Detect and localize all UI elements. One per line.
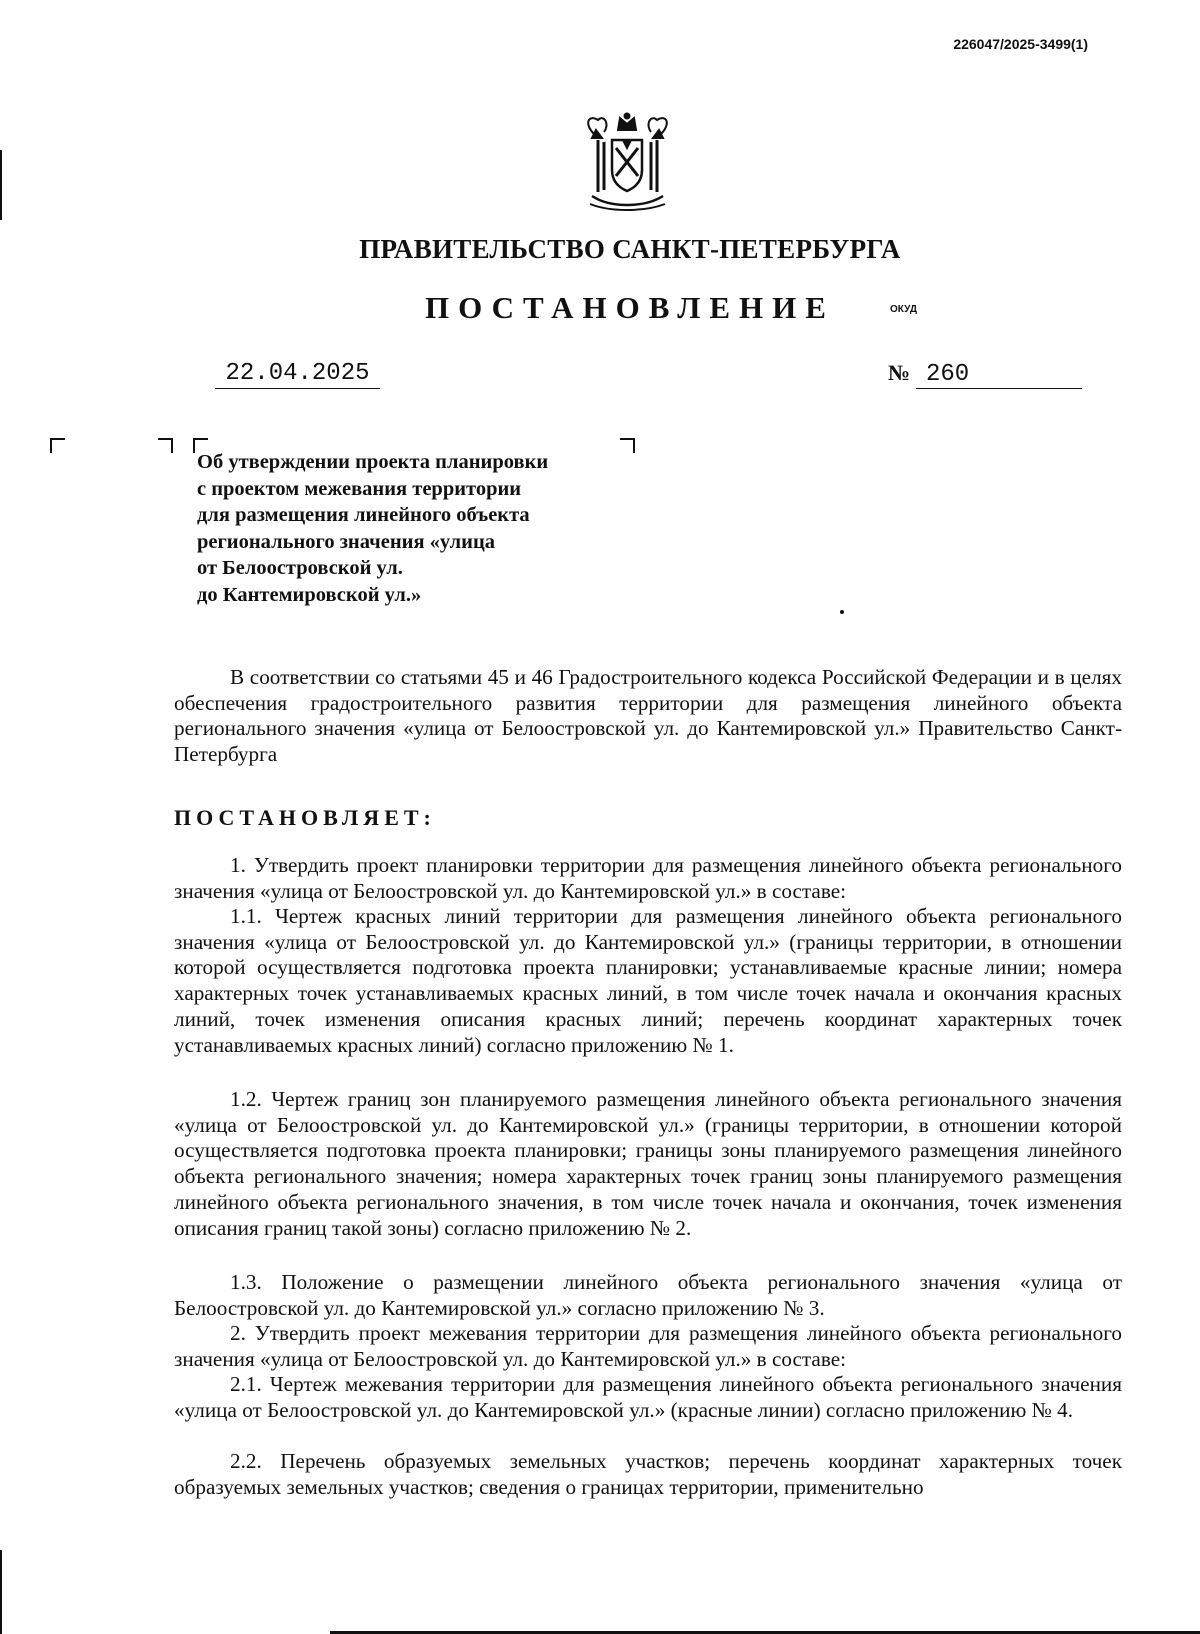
- number-value: 260: [916, 361, 1082, 389]
- item-2-paragraph: 2. Утвердить проект межевания территории для размещения линейного объекта регионального значения «улица от Белоостровской ул. до Кантемировской ул.» в составе:: [174, 1321, 1122, 1371]
- document-date: 22.04.2025: [215, 360, 380, 389]
- item-2-1-paragraph: 2.1. Чертеж межевания территории для размещения линейного объекта регионального значения «улица от Белоостровской ул. до Кантемировской ул.» (красные линии) согласно приложению № 4.: [174, 1372, 1122, 1422]
- government-title: ПРАВИТЕЛЬСТВО САНКТ-ПЕТЕРБУРГА: [359, 234, 901, 264]
- item-2-2-paragraph: 2.2. Перечень образуемых земельных участков; перечень координат характерных точек образуемых земельных участков; сведения о границах территории, применительно: [174, 1449, 1122, 1499]
- subject-line: от Белоостровской ул.: [197, 557, 403, 579]
- item-1-paragraph: 1. Утвердить проект планировки территории для размещения линейного объекта регионального значения «улица от Белоостровской ул. до Кантемировской ул.» в составе:: [174, 853, 1122, 903]
- scan-dot: [840, 610, 844, 614]
- item-1-1-paragraph: 1.1. Чертеж красных линий территории для размещения линейного объекта регионального значения «улица от Белоостровской ул. до Кантемировской ул.» (границы территории, в отношении которой осуществляется подготовка проекта планировки; устанавливаемые красные линии; номера характерных точек устанавливаемых красных линий, в том числе точек начала и окончания красных линий, точек изменения описания красных линий; перечень координат характерных точек устанавливаемых красных линий) согласно приложению № 1.: [174, 904, 1122, 1057]
- document-type-title: ПОСТАНОВЛЕНИЕ: [425, 290, 835, 325]
- okud-label: ОКУД: [890, 304, 917, 315]
- subject-line: Об утверждении проекта планировки: [197, 451, 549, 473]
- number-sign: №: [888, 360, 911, 385]
- subject-line: для размещения линейного объекта: [197, 504, 530, 526]
- scan-edge-left-bottom: [0, 1550, 2, 1634]
- document-number: [888, 360, 1084, 389]
- preamble-paragraph: В соответствии со статьями 45 и 46 Градостроительного кодекса Российской Федерации и в целях обеспечения градостроительного развития территории для размещения линейного объекта регионального значения «улица от Белоостровской ул. до Кантемировской ул.» Правительство Санкт-Петербурга: [174, 665, 1122, 767]
- document-subject: [197, 449, 637, 608]
- scan-edge-left-top: [0, 150, 2, 220]
- subject-line: с проектом межевания территории: [197, 477, 522, 500]
- corner-mark-left-top-end: [158, 438, 173, 453]
- item-1-3-paragraph: 1.3. Положение о размещении линейного объекта регионального значения «улица от Белоостровской ул. до Кантемировской ул.» согласно приложению № 3.: [174, 1270, 1122, 1320]
- subject-line: до Кантемировской ул.»: [197, 583, 422, 606]
- document-id: 226047/2025-3499(1): [953, 36, 1088, 52]
- resolves-heading: ПОСТАНОВЛЯЕТ:: [174, 805, 436, 830]
- corner-mark-left-top: [50, 438, 65, 453]
- item-1-2-paragraph: 1.2. Чертеж границ зон планируемого размещения линейного объекта регионального значения «улица от Белоостровской ул. до Кантемировской ул.» (границы территории, в отношении которой осуществляется подготовка проекта планировки; границы зоны планируемого размещения линейного объекта регионального значения; номера характерных точек границ зоны планируемого размещения линейного объекта регионального значения, в том числе точек начала и окончания, точек изменения описания границ такой зоны) согласно приложению № 2.: [174, 1087, 1122, 1240]
- coat-of-arms-emblem: [580, 112, 675, 214]
- subject-line: регионального значения «улица: [197, 530, 496, 553]
